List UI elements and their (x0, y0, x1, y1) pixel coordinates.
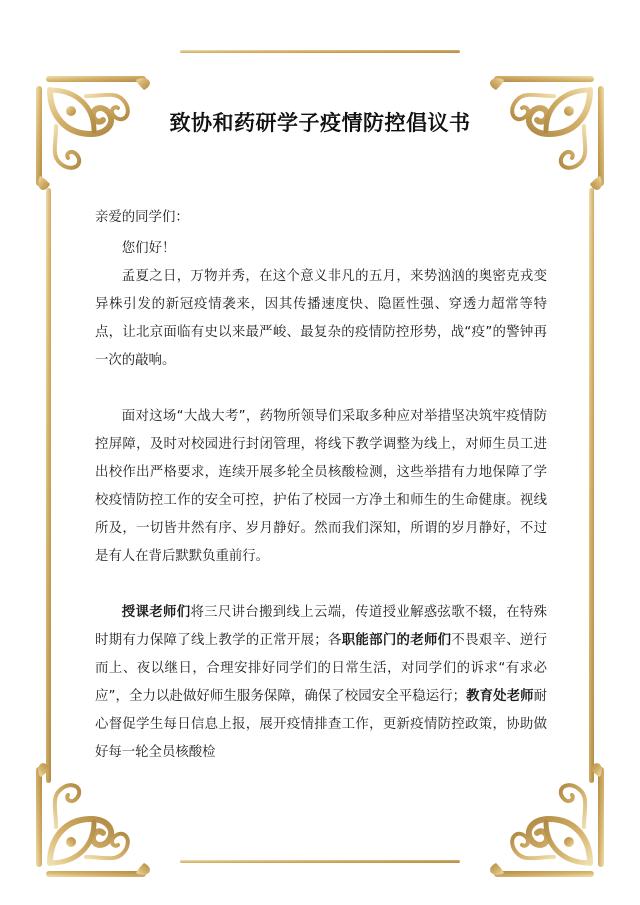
corner-flourish-bottom-left-icon (36, 763, 150, 877)
greeting-line: 亲爱的同学们： (95, 210, 189, 225)
bold-phrase-education-office: 教育处老师 (466, 689, 534, 704)
paragraph-1: 孟夏之日，万物并秀，在这个意义非凡的五月，来势汹汹的奥密克戎变异株引发的新冠疫情袭来，因其传播速度快、隐匿性强、穿透力超常等特点，让北京面临有史以来最严峻、最复杂的疫情防控形势，战“疫”的警钟再一次的敲响。 (95, 269, 547, 368)
paragraph-3 (95, 599, 547, 767)
paragraph-3-text-3: 耐心督促学生每日信息上报，展开疫情排查工作，更新疫情防控政策，协助做好每一轮全员核酸检 (95, 689, 547, 760)
paragraph-3-text-1: 将三尺讲台搬到线上云端，传道授业解惑弦歌不辍，在特殊时期有力保障了线上教学的正常开展；各 (95, 605, 548, 648)
left-border-line (46, 188, 51, 783)
salutation-line: 您们好！ (121, 241, 176, 256)
document-body (95, 204, 547, 767)
document-title: 致协和药研学子疫情防控倡议书 (169, 111, 471, 135)
top-border-line (180, 50, 460, 53)
bold-phrase-teachers: 授课老师们 (121, 605, 191, 620)
bold-phrase-staff: 职能部门的老师们 (341, 633, 452, 648)
paragraph-2: 面对这场“大战大考”，药物所领导们采取多种应对举措坚决筑牢疫情防控屏障，及时对校园进行封闭管理，将线下教学调整为线上，对师生员工进出校作出严格要求，连续开展多轮全员核酸检测，这些举措有力地保障了学校疫情防控工作的安全可控，护佑了校园一方净土和师生的生命健康。视线所及，一切皆井然有序、岁月静好。然而我们深知，所谓的岁月静好，不过是有人在背后默默负重前行。 (95, 409, 547, 564)
paragraph-3-text-2: 不畏艰辛、逆行而上、夜以继日，合理安排好同学们的日常生活，对同学们的诉求“有求必应”，全力以赴做好师生服务保障，确保了校园安全平稳运行； (95, 633, 548, 704)
corner-flourish-bottom-right-icon (490, 763, 604, 877)
bottom-border-line (180, 860, 460, 863)
right-border-line (589, 188, 594, 783)
